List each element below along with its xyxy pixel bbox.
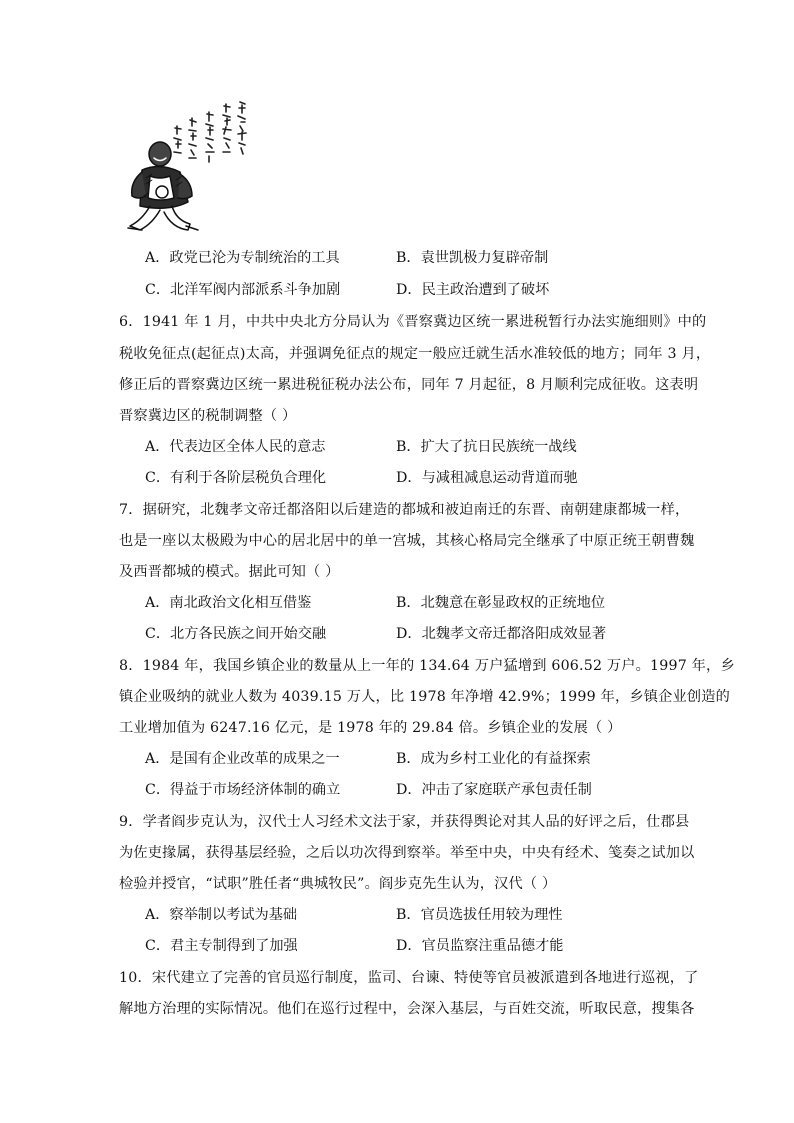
q9-option-a: A．察举制以考试为基础 bbox=[145, 907, 298, 923]
q9-option-c: C．君主专制得到了加强 bbox=[145, 938, 298, 954]
q6-option-a: A．代表边区全体人民的意志 bbox=[145, 439, 326, 455]
q9-stem-line-1: 9．学者阎步克认为，汉代士人习经术文法于家，并获得舆论对其人品的好评之后，仕郡县 bbox=[119, 814, 690, 830]
q6-option-c: C．有利于各阶层税负合理化 bbox=[145, 470, 327, 486]
q9-stem-line-2: 为佐吏掾属，获得基层经验，之后以功次得到察举。举至中央，中央有经术、笺奏之试加以 bbox=[119, 845, 695, 861]
cartoon-illustration bbox=[120, 96, 252, 238]
q7-option-d: D．北魏孝文帝迁都洛阳成效显著 bbox=[396, 626, 607, 642]
q9-stem-line-3: 检验并授官，“试职”胜任者“典城牧民”。阎步克先生认为，汉代（ ） bbox=[119, 876, 557, 892]
q7-option-c: C．北方各民族之间开始交融 bbox=[145, 626, 327, 642]
q10-stem-line-1: 10．宋代建立了完善的官员巡行制度，监司、台谏、特使等官员被派遣到各地进行巡视，了 bbox=[119, 970, 699, 986]
q9-option-d: D．官员监察注重品德才能 bbox=[396, 938, 564, 954]
q8-stem-line-3: 工业增加值为 6247.16 亿元，是 1978 年的 29.84 倍。乡镇企业的发展（ ） bbox=[119, 720, 622, 736]
q5-option-b: B．袁世凯极力复辟帝制 bbox=[396, 250, 549, 266]
q8-option-a: A．是国有企业改革的成果之一 bbox=[145, 751, 340, 767]
q6-option-b: B．扩大了抗日民族统一战线 bbox=[396, 439, 577, 455]
q8-option-b: B．成为乡村工业化的有益探索 bbox=[396, 751, 591, 767]
q8-stem-line-1: 8．1984 年，我国乡镇企业的数量从上一年的 134.64 万户猛增到 606.52 万户。1997 年，乡 bbox=[119, 658, 735, 674]
q7-stem-line-2: 也是一座以太极殿为中心的居北居中的单一宫城，其核心格局完全继承了中原正统王朝曹魏 bbox=[119, 533, 695, 549]
q5-option-d: D．民主政治遭到了破坏 bbox=[396, 282, 550, 298]
q6-stem-line-3: 修正后的晋察冀边区统一累进税征税办法公布，同年 7 月起征，8 月顺利完成征收。这表明 bbox=[119, 377, 699, 393]
q6-option-d: D．与减租减息运动背道而驰 bbox=[396, 470, 578, 486]
q5-option-a: A．政党已沦为专制统治的工具 bbox=[145, 250, 340, 266]
q5-option-c: C．北洋军阀内部派系斗争加剧 bbox=[145, 282, 341, 298]
q10-stem-line-2: 解地方治理的实际情况。他们在巡行过程中，会深入基层，与百姓交流，听取民意，搜集各 bbox=[119, 1001, 695, 1017]
q7-option-b: B．北魏意在彰显政权的正统地位 bbox=[396, 595, 606, 611]
q8-option-d: D．冲击了家庭联产承包责任制 bbox=[396, 782, 592, 798]
q9-option-b: B．官员选拔任用较为理性 bbox=[396, 907, 563, 923]
q8-option-c: C．得益于市场经济体制的确立 bbox=[145, 782, 341, 798]
q8-stem-line-2: 镇企业吸纳的就业人数为 4039.15 万人，比 1978 年净增 42.9%；1999 年，乡镇企业创造的 bbox=[119, 689, 731, 705]
q6-stem-line-4: 晋察冀边区的税制调整（ ） bbox=[119, 408, 297, 424]
q6-stem-line-2: 税收免征点(起征点)太高，并强调免征点的规定一般应迁就生活水准较低的地方；同年 3 月， bbox=[119, 346, 711, 362]
q6-stem-line-1: 6．1941 年 1 月，中共中央北方分局认为《晋察冀边区统一累进税暂行办法实施细则》中的 bbox=[119, 314, 707, 330]
q7-option-a: A．南北政治文化相互借鉴 bbox=[145, 595, 312, 611]
q7-stem-line-3: 及西晋都城的模式。据此可知（ ） bbox=[119, 564, 340, 580]
q7-stem-line-1: 7．据研究，北魏孝文帝迁都洛阳以后建造的都城和被迫南迁的东晋、南朝建康都城一样， bbox=[119, 502, 690, 518]
